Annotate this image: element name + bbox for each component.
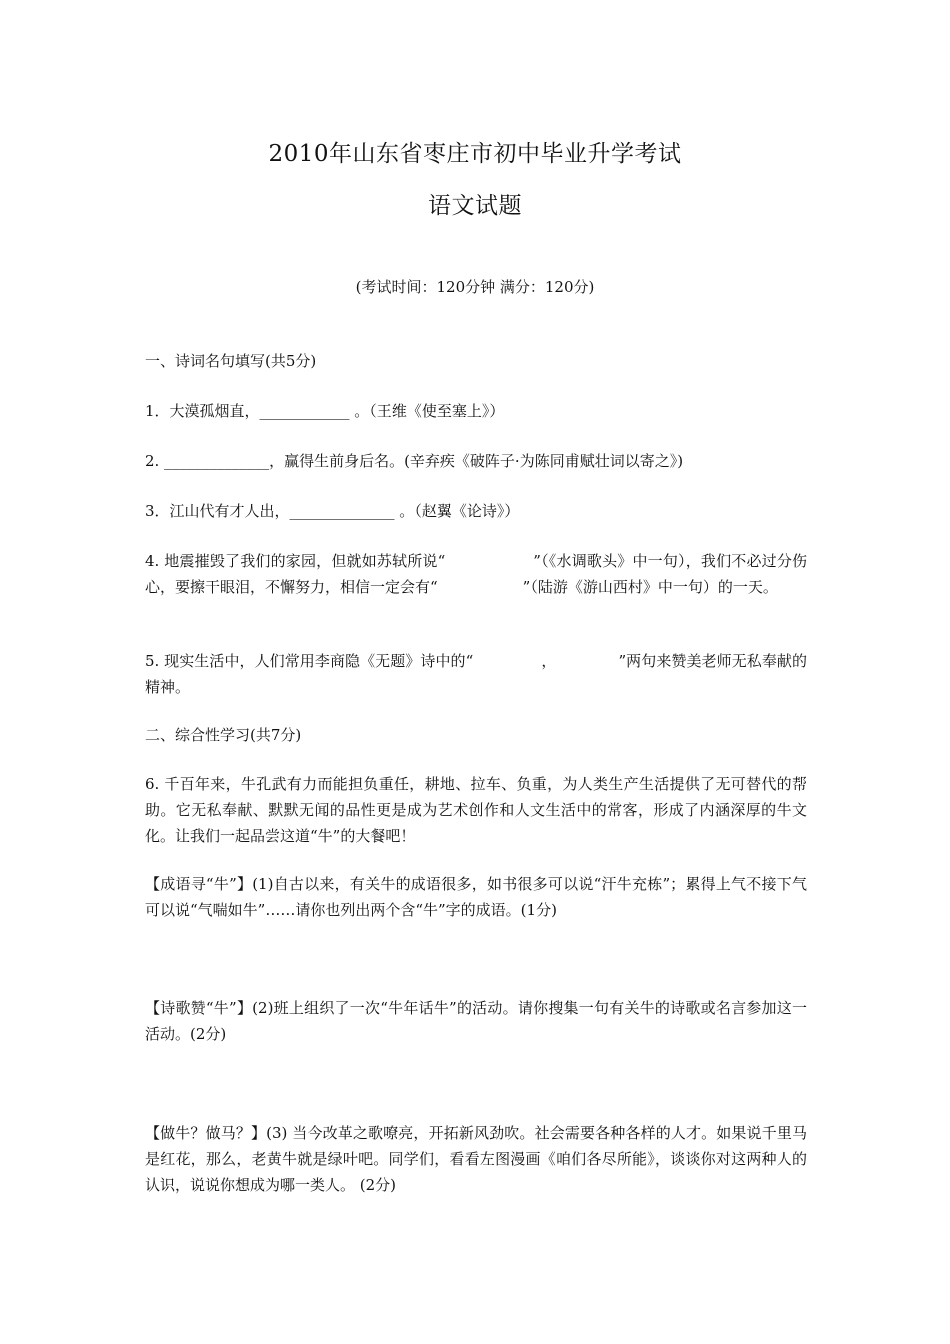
exam-info: (考试时间：120分钟 满分：120分) — [355, 278, 595, 296]
question-5-part2: ， — [541, 652, 557, 670]
question-4-part2: ”（《水调歌头》中一句），我们不必过分伤心，要擦干眼泪，不懈努力，相信一定会有“ — [145, 552, 808, 596]
question-3: 3．江山代有才人出，______________ 。（赵翼《论诗》） — [145, 502, 520, 520]
question-4 — [145, 548, 807, 600]
section2-heading: 二、综合性学习(共7分) — [145, 726, 302, 744]
question-1: 1．大漠孤烟直，____________ 。（王维《使至塞上》） — [145, 402, 505, 420]
question-5 — [145, 648, 807, 700]
section1-heading: 一、诗词名句填写(共5分) — [145, 352, 317, 370]
question-6-sub1: 【成语寻“牛”】(1)自古以来，有关牛的成语很多，如书很多可以说“汗牛充栋”；累得上气不接下气可以说“气喘如牛”……请你也列出两个含“牛”字的成语。(1分) — [145, 875, 807, 919]
question-6-sub3: 【做牛？做马？】(3) 当今改革之歌嘹亮，开拓新风劲吹。社会需要各种各样的人才。如果说千里马是红花，那么，老黄牛就是绿叶吧。同学们，看看左图漫画《咱们各尽所能》，谈谈你对这两种人的认识，说说你想成为哪一类人。 (2分) — [145, 1124, 807, 1194]
question-4-part1: 4. 地震摧毁了我们的家园，但就如苏轼所说“ — [145, 552, 446, 570]
question-6-sub2: 【诗歌赞“牛”】(2)班上组织了一次“牛年话牛”的活动。请你搜集一句有关牛的诗歌或名言参加这一活动。(2分) — [145, 999, 807, 1043]
question-2: 2. ______________，赢得生前身后名。(辛弃疾《破阵子·为陈同甫赋壮词以寄之》) — [145, 452, 684, 470]
question-4-part3: ”（陆游《游山西村》中一句）的一天。 — [522, 578, 778, 596]
question-5-part1: 5. 现实生活中，人们常用李商隐《无题》诗中的“ — [145, 652, 474, 670]
question-5-part3: ”两句来赞美老师无私奉献的精神。 — [145, 652, 807, 696]
exam-title: 2010年山东省枣庄市初中毕业升学考试 — [268, 141, 682, 167]
exam-subject: 语文试题 — [428, 193, 522, 219]
question-6-intro: 6. 千百年来，牛孔武有力而能担负重任，耕地、拉车、负重，为人类生产生活提供了无可替代的帮助。它无私奉献、默默无闻的品性更是成为艺术创作和人文生活中的常客，形成了内涵深厚的牛文化。让我们一起品尝这道“牛”的大餐吧！ — [145, 775, 807, 845]
